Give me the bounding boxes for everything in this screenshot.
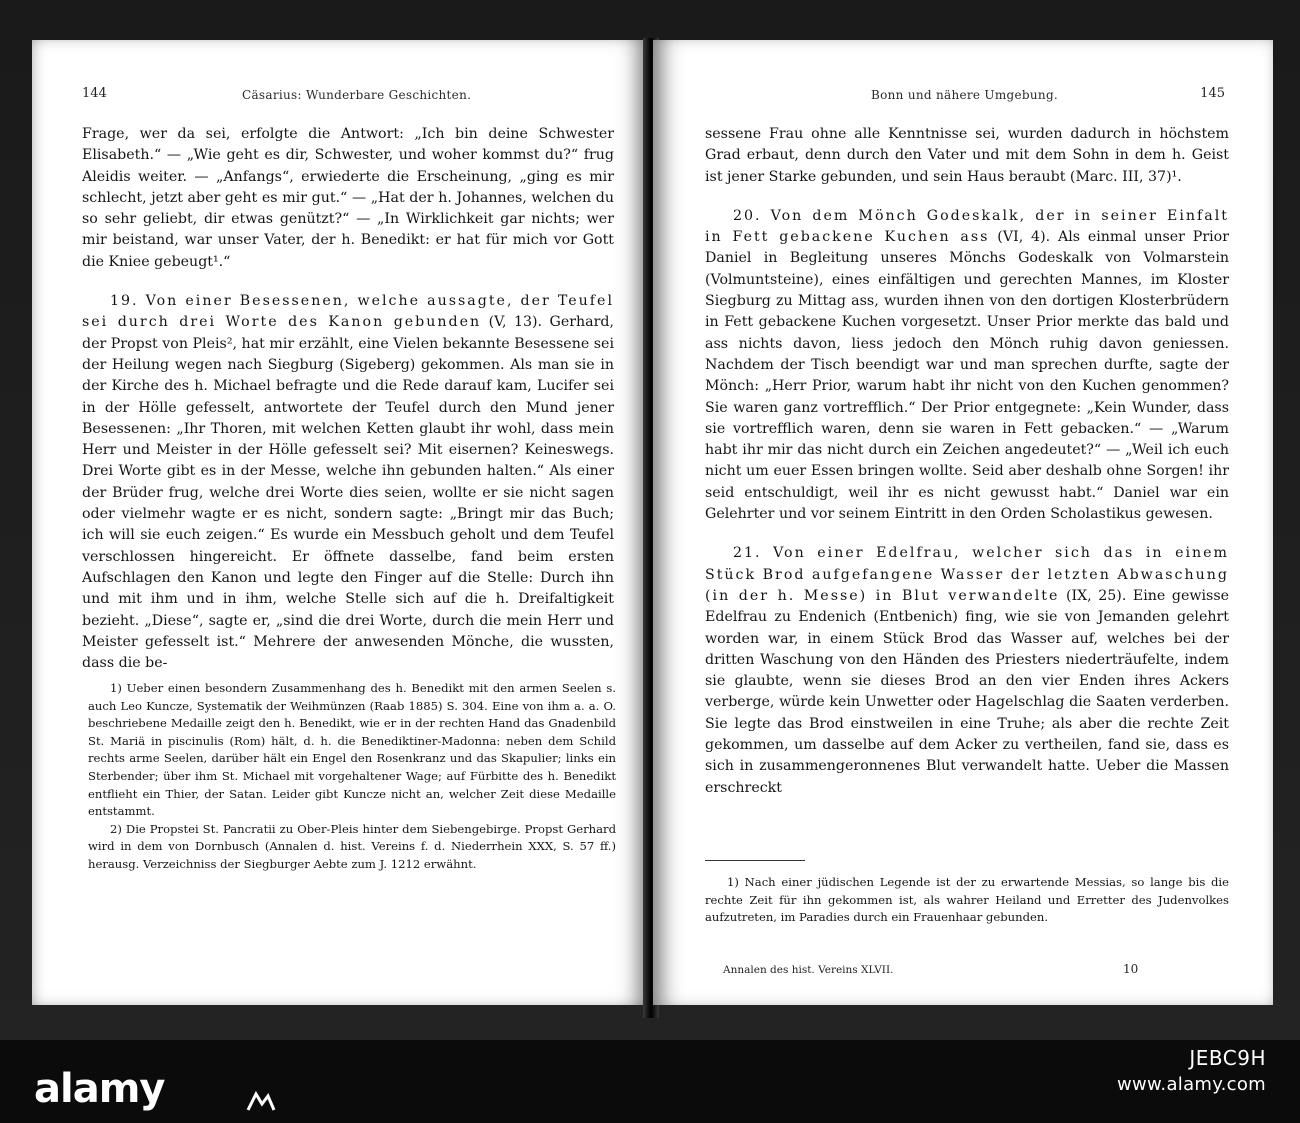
signature-line: Annalen des hist. Vereins XLVII.	[723, 964, 894, 976]
right-paragraph-1: sessene Frau ohne alle Kenntnisse sei, wurden dadurch in höchstem Grad erbaut, denn durch den Vater und mit dem Sohn in dem h. Geist ist jener Starke gebunden, und sein Haus beraubt (Marc. III, 37)¹.	[705, 126, 1229, 185]
chapter-20-heading: 20. Von dem Mönch Godeskalk, der in seiner Einfalt in Fett gebackene Kuchen ass	[705, 207, 1229, 246]
left-main-text	[82, 124, 614, 674]
right-paragraph-2	[705, 206, 1229, 525]
alamy-logo: alamy	[34, 1066, 165, 1112]
left-page-number: 144	[82, 86, 107, 101]
image-id: JEBC9H	[1189, 1046, 1266, 1070]
left-footnote-2: 2) Die Propstei St. Pancratii zu Ober-Pleis hinter dem Siebengebirge. Propst Gerhard wird in dem von Dornbusch (Annalen d. hist. Vereins f. d. Niederrhein XXX, S. 57 ff.) herausg. Verzeichniss der Siegburger Aebte zum J. 1212 erwähnt.	[88, 821, 616, 871]
chapter-19-heading: 19. Von einer Besessenen, welche aussagte, der Teufel sei durch drei Worte des Kanon gebunden	[82, 293, 614, 331]
right-running-head: Bonn und nähere Umgebung.	[871, 88, 1059, 102]
chapter-19-body: (V, 13). Gerhard, der Propst von Pleis², hat mir erzählt, eine Vielen bekannte Besessene sei der Heilung wegen nach Siegburg (Sigeberg) gekommen. Als man sie in der Kirche des h. Michael befragte und die Rede darauf kam, Lucifer sei in der Hölle gefesselt, antwortete der Teufel durch den Mund jener Besessenen: „Ihr Thoren, mit welchen Ketten glaubt ihr wohl, dass mein Herr und Meister in der Hölle gefesselt sei? Mit eisernen? Keineswegs. Drei Worte gibt es in der Messe, welche ihn gebunden halten.“ Als einer der Brüder frug, welche drei Worte dies seien, wollte er sie nicht sagen oder vielmehr wagte er es nicht, sondern sagte: „Bringt mir das Buch; ich will sie euch zeigen.“ Es wurde ein Messbuch geholt und dem Teufel verschlossen hingereicht. Er öffnete dasselbe, fand beim ersten Aufschlagen den Kanon und legte den Finger auf die Stelle: Durch ihn und mit ihm und in ihm, welche Stelle sich auf die h. Dreifaltigkeit bezieht. „Diese“, sagte er, „sind die drei Worte, durch die mein Herr und Meister gefesselt ist.“ Mehrere der anwesenden Mönche, die wussten, dass die be-	[82, 314, 615, 672]
alamy-logo-mark-icon	[246, 1090, 276, 1112]
left-page	[32, 40, 647, 1005]
chapter-21-heading: 21. Von einer Edelfrau, welcher sich das in einem Stück Brod aufgefangene Wasser der letzten Abwaschung (in der h. Messe) in Blut verwandelte	[705, 545, 1229, 604]
stock-id-block	[1117, 1046, 1266, 1095]
signature-number: 10	[1123, 962, 1139, 976]
watermark-strip	[0, 1040, 1300, 1123]
watermark-url: www.alamy.com	[1117, 1074, 1266, 1095]
left-footnote-1: 1) Ueber einen besondern Zusammenhang des h. Benedikt mit den armen Seelen s. auch Leo Kuncze, Systematik der Weihmünzen (Raab 1885) S. 304. Eine von ihm a. a. O. beschriebene Medaille zeigt den h. Benedikt, wie er in der rechten Hand das Gnadenbild St. Mariä in piscinulis (Rom) hält, d. h. die Benediktiner-Madonna: neben dem Schild rechts arme Seelen, darüber hält ein Engel den Rosenkranz und das Skapulier; links ein Sterbender; über ihm St. Michael mit vorgehaltener Wage; auf Fürbitte des h. Benedikt entflieht ein Thier, der Satan. Leider gibt Kuncze nicht an, welcher Zeit diese Medaille entstammt.	[88, 681, 616, 819]
right-main-text	[705, 124, 1229, 799]
chapter-20-body: (VI, 4). Als einmal unser Prior Daniel in Begleitung unseres Mönchs Godeskalk von Volmarstein (Volmuntsteine), eines einfältigen und gerechten Mannes, im Kloster Siegburg zu Mittag ass, wurden ihnen von den dortigen Klosterbrüdern in Fett gebackene Kuchen vorgesetzt. Unser Prior merkte das bald und ass nichts davon, liess jedoch den Mönch ruhig davon geniessen. Nachdem der Tisch beendigt war und man sprechen durfte, sagte der Mönch: „Herr Prior, warum habt ihr nicht von den Kuchen genommen? Sie waren ganz vortrefflich.“ Der Prior entgegnete: „Kein Wunder, dass sie vortrefflich waren, denn sie waren in Fett gebacken.“ — „Warum habt ihr mir das nicht durch ein Zeichen angedeutet?“ — „Weil ich euch nicht um euer Essen bringen wollte. Seid aber deshalb ohne Sorgen! ihr seid entschuldigt, weil ihr es nicht gewusst habt.“ Daniel war ein Gelehrter und vor seinem Eintritt in den Orden Scholastikus gewesen.	[705, 229, 1229, 523]
right-footnotes	[705, 874, 1229, 927]
left-footnotes	[88, 680, 616, 874]
right-footnote-1: 1) Nach einer jüdischen Legende ist der zu erwartende Messias, so lange bis die rechte Zeit für ihn gekommen ist, als wahrer Heiland und Erretter des Judenvolkes aufzutreten, im Paradies durch ein Frauenhaar gebunden.	[705, 875, 1229, 925]
left-running-head: Cäsarius: Wunderbare Geschichten.	[242, 88, 472, 102]
right-page	[653, 40, 1273, 1005]
right-paragraph-3	[705, 543, 1229, 799]
chapter-21-body: (IX, 25). Eine gewisse Edelfrau zu Endenich (Entbenich) fing, wie sie von Jemanden gelehrt worden war, in einem Stück Brod das Wasser auf, welches bei der dritten Waschung von den Händen des Priesters niederträufelte, indem sie glaubte, wenn sie dieses Brod an den vier Enden ihres Ackers verberge, würde kein Unwetter oder Hagelschlag die Saaten verderben. Sie legte das Brod einstweilen in eine Truhe; als aber die rechte Zeit gekommen, um dasselbe auf dem Acker zu vertheilen, fand sie, dass es sich in zusammengeronnenes Blut verwandelt hatte. Ueber die Massen erschreckt	[705, 587, 1229, 796]
footnote-rule	[705, 860, 805, 861]
left-paragraph-2	[82, 291, 614, 674]
right-page-number: 145	[1200, 86, 1225, 101]
left-paragraph-1: Frage, wer da sei, erfolgte die Antwort: „Ich bin deine Schwester Elisabeth.“ — „Wie geht es dir, Schwester, und woher kommst du?“ frug Aleidis weiter. — „Anfangs“, erwiederte die Erscheinung, „ging es mir schlecht, jetzt aber geht es mir gut.“ — „Hat der h. Johannes, welchen du so sehr geliebt, dir etwas genützt?“ — „In Wirklichkeit gar nichts; wer mir beistand, war unser Vater, der h. Benedikt: er hat für mich vor Gott die Kniee gebeugt¹.“	[82, 126, 614, 270]
